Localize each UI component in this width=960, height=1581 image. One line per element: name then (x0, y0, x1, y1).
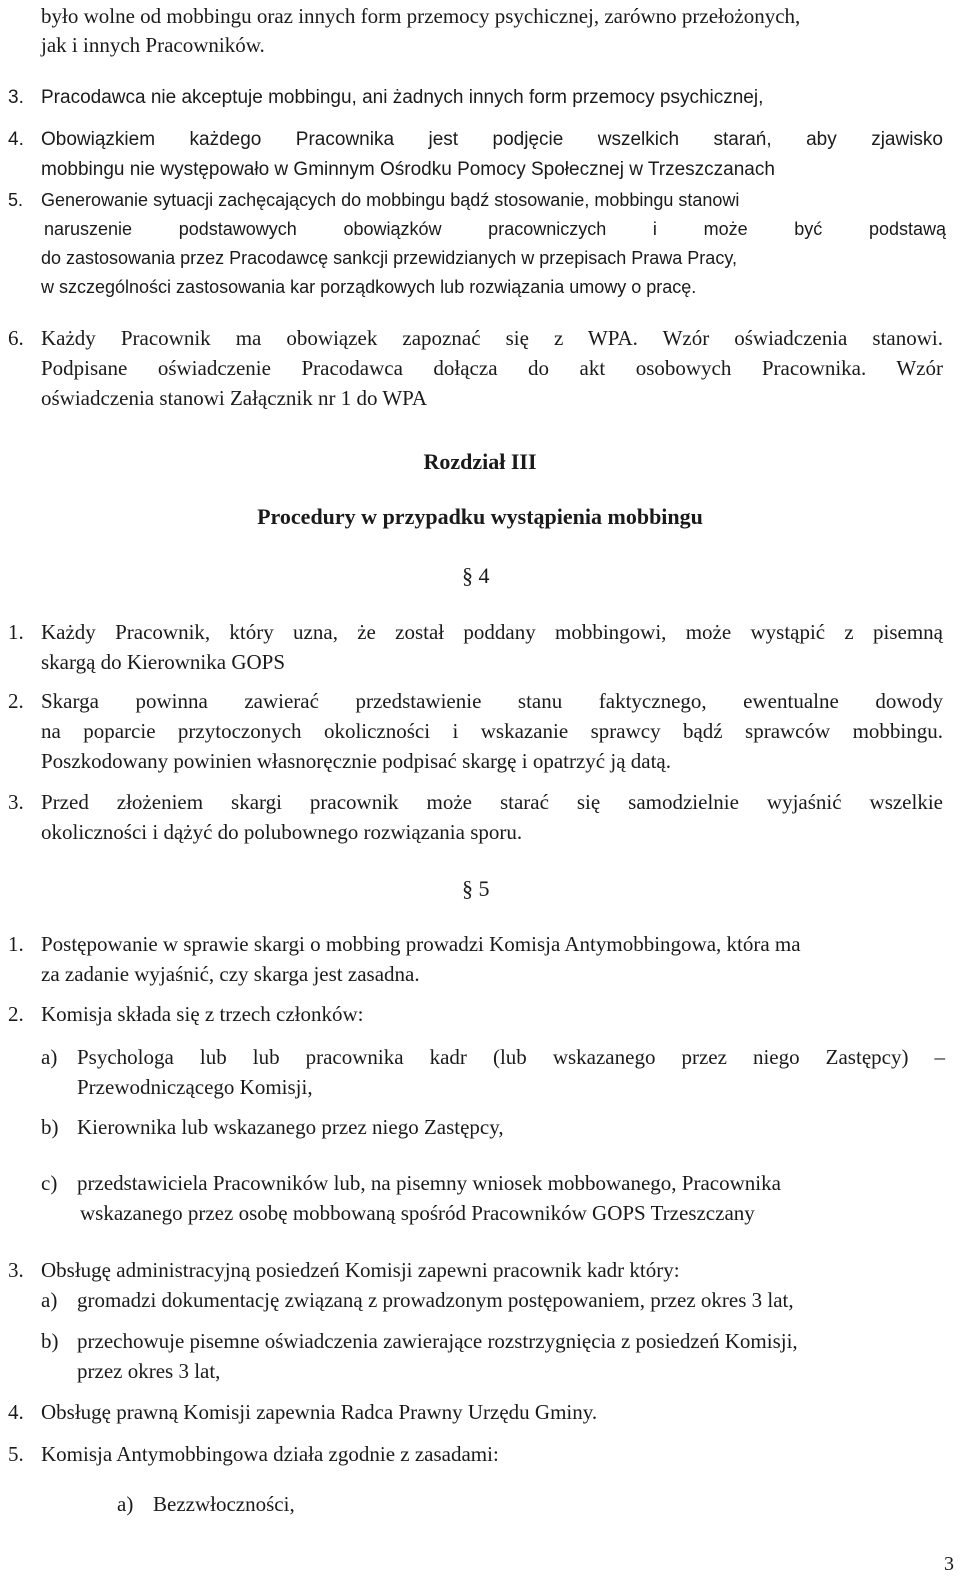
page-number: 3 (944, 1553, 954, 1575)
paragraph-line: Kierownika lub wskazanego przez niego Zastępcy, (77, 1115, 504, 1139)
paragraph-line: Pracodawca nie akceptuje mobbingu, ani żadnych innych form przemocy psychicznej, (41, 87, 764, 108)
paragraph-mark: § 4 (462, 563, 490, 588)
item-number: 1. (8, 932, 24, 956)
paragraph-line: było wolne od mobbingu oraz innych form przemocy psychicznej, zarówno przełożonych, (41, 4, 801, 28)
paragraph-line: Każdy Pracownik ma obowiązek zapoznać się z WPA. Wzór oświadczenia stanowi. (41, 326, 943, 350)
item-number: 2. (8, 689, 24, 713)
item-number: 3. (8, 790, 24, 814)
paragraph-line: jak i innych Pracowników. (41, 33, 265, 57)
paragraph-line: Obsługę administracyjną posiedzeń Komisji zapewni pracownik kadr który: (41, 1258, 680, 1282)
subitem-letter: b) (41, 1115, 59, 1139)
paragraph-line: na poparcie przytoczonych okoliczności i wskazanie sprawcy bądź sprawców mobbingu. (41, 719, 943, 743)
item-number: 1. (8, 620, 24, 644)
paragraph-line: Bezzwłoczności, (153, 1492, 295, 1516)
item-number: 4. (8, 1400, 24, 1424)
paragraph-line: Podpisane oświadczenie Pracodawca dołącza do akt osobowych Pracownika. Wzór (41, 356, 943, 380)
paragraph-mark: § 5 (462, 876, 490, 901)
paragraph-line: skargą do Kierownika GOPS (41, 650, 286, 674)
paragraph-line: Obowiązkiem każdego Pracownika jest podjęcie wszelkich starań, aby zjawisko (41, 129, 943, 150)
paragraph-line: Przed złożeniem skargi pracownik może starać się samodzielnie wyjaśnić wszelkie (41, 790, 943, 814)
subitem-letter: b) (41, 1329, 59, 1353)
item-number: 5. (8, 190, 24, 210)
paragraph-line: naruszenie podstawowych obowiązków pracowniczych i może być podstawą (44, 219, 946, 239)
paragraph-line: Przewodniczącego Komisji, (77, 1075, 313, 1099)
paragraph-line: mobbingu nie występowało w Gminnym Ośrodku Pomocy Społecznej w Trzeszczanach (41, 159, 775, 180)
paragraph-line: okoliczności i dążyć do polubownego rozwiązania sporu. (41, 820, 523, 844)
paragraph-line: w szczególności zastosowania kar porządkowych lub rozwiązania umowy o pracę. (41, 277, 697, 297)
paragraph-line: do zastosowania przez Pracodawcę sankcji przewidzianych w przepisach Prawa Pracy, (41, 248, 737, 268)
paragraph-line: Skarga powinna zawierać przedstawienie stanu faktycznego, ewentualne dowody (41, 689, 943, 713)
item-number: 6. (8, 326, 24, 350)
subitem-letter: a) (41, 1288, 58, 1312)
paragraph-line: przechowuje pisemne oświadczenia zawierające rozstrzygnięcia z posiedzeń Komisji, (77, 1329, 798, 1353)
paragraph-line: Komisja Antymobbingowa działa zgodnie z zasadami: (41, 1442, 499, 1466)
item-number: 2. (8, 1002, 24, 1026)
subitem-letter: a) (41, 1045, 58, 1069)
paragraph-line: Komisja składa się z trzech członków: (41, 1002, 364, 1026)
paragraph-line: Obsługę prawną Komisji zapewnia Radca Prawny Urzędu Gminy. (41, 1400, 598, 1424)
paragraph-line: przedstawiciela Pracowników lub, na pisemny wniosek mobbowanego, Pracownika (77, 1171, 781, 1195)
item-number: 3. (8, 1258, 24, 1282)
chapter-subtitle: Procedury w przypadku wystąpienia mobbingu (257, 504, 703, 529)
paragraph-line: Psychologa lub lub pracownika kadr (lub wskazanego przez niego Zastępcy) – (77, 1045, 945, 1069)
paragraph-line: wskazanego przez osobę mobbowaną spośród Pracowników GOPS Trzeszczany (80, 1201, 755, 1225)
paragraph-line: przez okres 3 lat, (77, 1359, 221, 1383)
paragraph-line: Postępowanie w sprawie skargi o mobbing prowadzi Komisja Antymobbingowa, która ma (41, 932, 801, 956)
paragraph-line: za zadanie wyjaśnić, czy skarga jest zasadna. (41, 962, 420, 986)
subitem-letter: c) (41, 1171, 58, 1195)
item-number: 5. (8, 1442, 24, 1466)
paragraph-line: oświadczenia stanowi Załącznik nr 1 do WPA (41, 386, 428, 410)
subitem-letter: a) (117, 1492, 134, 1516)
item-number: 4. (8, 129, 24, 150)
paragraph-line: Każdy Pracownik, który uzna, że został poddany mobbingowi, może wystąpić z pisemną (41, 620, 943, 644)
paragraph-line: Poszkodowany powinien własnoręcznie podpisać skargę i opatrzyć ją datą. (41, 749, 671, 773)
chapter-title: Rozdział III (423, 449, 537, 474)
item-number: 3. (8, 87, 24, 108)
paragraph-line: Generowanie sytuacji zachęcających do mobbingu bądź stosowanie, mobbingu stanowi (41, 190, 740, 210)
paragraph-line: gromadzi dokumentację związaną z prowadzonym postępowaniem, przez okres 3 lat, (77, 1288, 794, 1312)
